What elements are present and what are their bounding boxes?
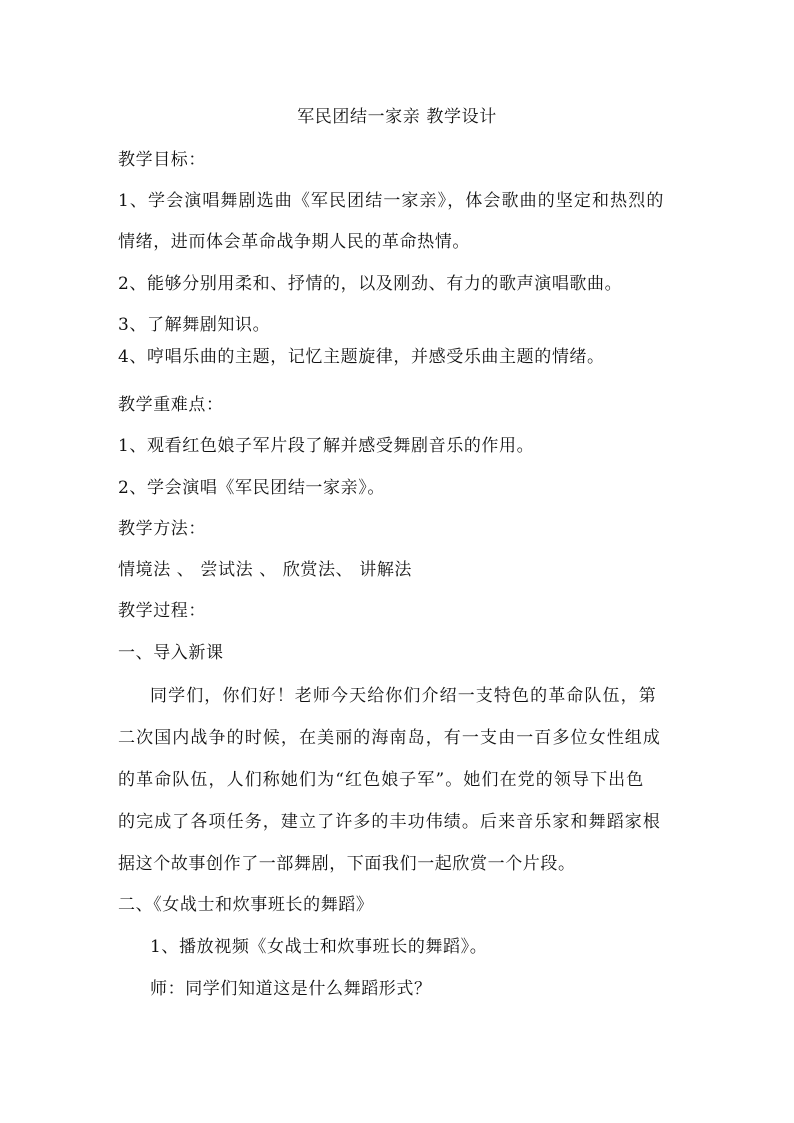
intro-paragraph-line-3: 的革命队伍，人们称她们为“红色娘子军”。她们在党的领导下出色 [118,770,645,790]
objective-1-line-2: 情绪，进而体会革命战争期人民的革命热情。 [118,232,470,252]
section-heading-objectives: 教学目标： [118,150,206,170]
intro-paragraph-line-5: 据这个故事创作了一部舞剧，下面我们一起欣赏一个片段。 [118,854,576,874]
process-step-2-heading: 二、《女战士和炊事班长的舞蹈》 [118,895,374,915]
process-step-1-heading: 一、导入新课 [118,643,224,663]
objective-1-line-1: 1、学会演唱舞剧选曲《军民团结一家亲》，体会歌曲的坚定和热烈的 [118,191,665,211]
intro-paragraph-line-4: 的完成了各项任务，建立了许多的丰功伟绩。后来音乐家和舞蹈家根 [118,812,661,832]
section-heading-key-points: 教学重难点： [118,395,224,415]
intro-paragraph-line-2: 二次国内战争的时候，在美丽的海南岛，有一支由一百多位女性组成 [118,728,661,748]
objective-4: 4、哼唱乐曲的主题，记忆主题旋律，并感受乐曲主题的情绪。 [118,347,605,367]
document-title: 军民团结一家亲 教学设计 [297,107,497,127]
key-point-1: 1、观看红色娘子军片段了解并感受舞剧音乐的作用。 [118,436,535,456]
methods-list: 情境法 、 尝试法 、 欣赏法、 讲解法 [118,560,413,580]
section-heading-methods: 教学方法： [118,519,206,539]
teacher-question: 师：同学们知道这是什么舞蹈形式？ [150,979,432,999]
objective-3: 3、了解舞剧知识。 [118,315,271,335]
section-heading-process: 教学过程： [118,601,206,621]
process-step-2-item-1: 1、播放视频《女战士和炊事班长的舞蹈》。 [150,937,488,957]
objective-2: 2、能够分别用柔和、抒情的，以及刚劲、有力的歌声演唱歌曲。 [118,274,623,294]
key-point-2: 2、学会演唱《军民团结一家亲》。 [118,478,385,498]
intro-paragraph-line-1: 同学们，你们好！老师今天给你们介绍一支特色的革命队伍，第 [150,686,657,706]
